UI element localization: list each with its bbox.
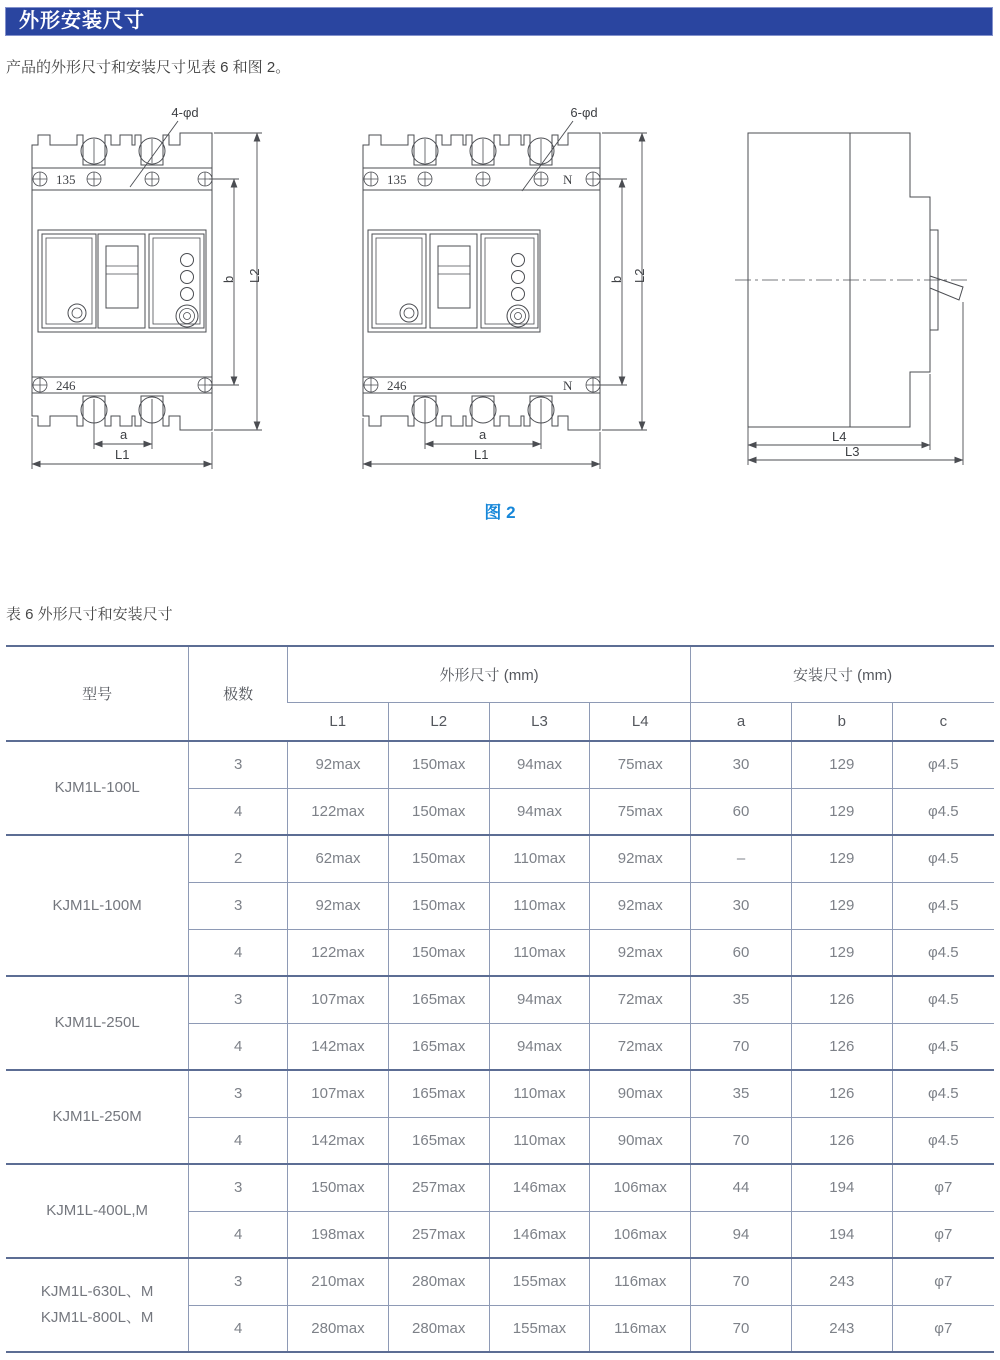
poles-cell: 4 (189, 788, 288, 835)
poles-cell: 3 (189, 1164, 288, 1211)
value-cell: 70 (691, 1117, 792, 1164)
value-cell: 150max (388, 788, 489, 835)
value-cell: 129 (791, 929, 892, 976)
value-cell: 146max (489, 1164, 590, 1211)
poles-cell: 3 (189, 1258, 288, 1305)
value-cell: 150max (388, 741, 489, 788)
value-cell: 70 (691, 1023, 792, 1070)
value-cell: 90max (590, 1070, 691, 1117)
table-row (6, 1070, 994, 1117)
value-cell: 142max (288, 1023, 389, 1070)
value-cell: 92max (590, 929, 691, 976)
value-cell: 107max (288, 976, 389, 1023)
hole-callout-label: 4-φd (171, 105, 199, 120)
value-cell: φ7 (892, 1164, 994, 1211)
dim-l2-label: L2 (632, 268, 647, 283)
col-header-l4: L4 (590, 702, 691, 741)
dim-246-label: 246 (387, 378, 407, 393)
value-cell: 150max (288, 1164, 389, 1211)
value-cell: 210max (288, 1258, 389, 1305)
value-cell: 92max (288, 741, 389, 788)
value-cell: φ4.5 (892, 1023, 994, 1070)
value-cell: 280max (388, 1305, 489, 1352)
col-header-a: a (691, 702, 792, 741)
value-cell: 110max (489, 835, 590, 882)
dimensions-table (6, 645, 994, 1353)
value-cell: 150max (388, 835, 489, 882)
value-cell: 60 (691, 788, 792, 835)
poles-cell: 3 (189, 1070, 288, 1117)
dim-l4-label: L4 (832, 429, 847, 444)
value-cell: 129 (791, 882, 892, 929)
value-cell: 129 (791, 788, 892, 835)
model-cell: KJM1L-250M (6, 1070, 189, 1164)
value-cell: 126 (791, 976, 892, 1023)
col-header-l1: L1 (288, 702, 389, 741)
table-row (6, 1164, 994, 1211)
dim-135-label: 135 (56, 172, 76, 187)
col-header-b: b (791, 702, 892, 741)
value-cell: 146max (489, 1211, 590, 1258)
value-cell: 150max (388, 929, 489, 976)
table-row (6, 1258, 994, 1305)
col-header-c: c (892, 702, 994, 741)
value-cell: φ4.5 (892, 1117, 994, 1164)
value-cell: 116max (590, 1258, 691, 1305)
value-cell: 110max (489, 1070, 590, 1117)
value-cell: 129 (791, 835, 892, 882)
value-cell: 94max (489, 788, 590, 835)
value-cell: 60 (691, 929, 792, 976)
value-cell: 92max (590, 835, 691, 882)
value-cell: 107max (288, 1070, 389, 1117)
value-cell: φ4.5 (892, 976, 994, 1023)
value-cell: 126 (791, 1117, 892, 1164)
model-cell: KJM1L-250L (6, 976, 189, 1070)
value-cell: 165max (388, 976, 489, 1023)
breaker-side-view-drawing (733, 116, 973, 471)
poles-cell: 4 (189, 929, 288, 976)
value-cell: 122max (288, 929, 389, 976)
value-cell: 155max (489, 1305, 590, 1352)
value-cell: 70 (691, 1305, 792, 1352)
value-cell: 92max (288, 882, 389, 929)
value-cell: 142max (288, 1117, 389, 1164)
value-cell: 70 (691, 1258, 792, 1305)
value-cell: φ4.5 (892, 929, 994, 976)
value-cell: 110max (489, 1117, 590, 1164)
value-cell: 122max (288, 788, 389, 835)
value-cell: φ7 (892, 1305, 994, 1352)
breaker-front-3pole-drawing (28, 103, 268, 478)
value-cell: 106max (590, 1164, 691, 1211)
value-cell: φ7 (892, 1211, 994, 1258)
dim-246-label: 246 (56, 378, 76, 393)
value-cell: 62max (288, 835, 389, 882)
value-cell: 165max (388, 1023, 489, 1070)
poles-cell: 4 (189, 1117, 288, 1164)
value-cell: 155max (489, 1258, 590, 1305)
table-row (6, 976, 994, 1023)
col-group-outline: 外形尺寸 (mm) (288, 646, 691, 702)
table-row (6, 741, 994, 788)
dim-135-label: 135 (387, 172, 407, 187)
section-title-bar (5, 7, 993, 36)
value-cell: φ4.5 (892, 835, 994, 882)
col-header-l2: L2 (388, 702, 489, 741)
dim-b-label: b (609, 275, 624, 283)
dim-l3-label: L3 (845, 444, 860, 459)
hole-callout-label: 6-φd (570, 105, 598, 120)
value-cell: 90max (590, 1117, 691, 1164)
table-body (6, 741, 994, 1352)
table-caption: 表 6 外形尺寸和安装尺寸 (6, 606, 173, 623)
poles-cell: 3 (189, 882, 288, 929)
col-header-l3: L3 (489, 702, 590, 741)
dim-a-label: a (479, 427, 487, 442)
value-cell: 165max (388, 1070, 489, 1117)
value-cell: φ4.5 (892, 788, 994, 835)
value-cell: 194 (791, 1211, 892, 1258)
poles-cell: 4 (189, 1023, 288, 1070)
value-cell: 194 (791, 1164, 892, 1211)
value-cell: 94max (489, 741, 590, 788)
value-cell: 75max (590, 741, 691, 788)
poles-cell: 4 (189, 1211, 288, 1258)
value-cell: 94max (489, 1023, 590, 1070)
value-cell: 165max (388, 1117, 489, 1164)
poles-cell: 2 (189, 835, 288, 882)
value-cell: – (691, 835, 792, 882)
dim-l1-label: L1 (115, 447, 130, 462)
dim-l2-label: L2 (247, 268, 262, 283)
poles-cell: 4 (189, 1305, 288, 1352)
value-cell: 198max (288, 1211, 389, 1258)
value-cell: φ4.5 (892, 1070, 994, 1117)
dim-l1-label: L1 (474, 447, 489, 462)
value-cell: 126 (791, 1023, 892, 1070)
value-cell: 94max (489, 976, 590, 1023)
value-cell: 72max (590, 1023, 691, 1070)
value-cell: 75max (590, 788, 691, 835)
value-cell: 30 (691, 882, 792, 929)
value-cell: 106max (590, 1211, 691, 1258)
value-cell: 72max (590, 976, 691, 1023)
value-cell: 44 (691, 1164, 792, 1211)
value-cell: φ7 (892, 1258, 994, 1305)
value-cell: 110max (489, 882, 590, 929)
poles-cell: 3 (189, 976, 288, 1023)
n-pole-label: N (563, 172, 573, 187)
value-cell: 94 (691, 1211, 792, 1258)
value-cell: 243 (791, 1305, 892, 1352)
value-cell: 35 (691, 976, 792, 1023)
intro-text: 产品的外形尺寸和安装尺寸见表 6 和图 2。 (6, 59, 291, 76)
value-cell: 280max (288, 1305, 389, 1352)
value-cell: 129 (791, 741, 892, 788)
model-cell: KJM1L-100L (6, 741, 189, 835)
value-cell: 150max (388, 882, 489, 929)
value-cell: 257max (388, 1211, 489, 1258)
value-cell: φ4.5 (892, 741, 994, 788)
col-group-mounting: 安装尺寸 (mm) (691, 646, 994, 702)
poles-cell: 3 (189, 741, 288, 788)
value-cell: 243 (791, 1258, 892, 1305)
section-title: 外形安装尺寸 (19, 10, 145, 32)
table-row (6, 835, 994, 882)
n-pole-label: N (563, 378, 573, 393)
col-header-model: 型号 (6, 646, 189, 741)
value-cell: φ4.5 (892, 882, 994, 929)
model-cell: KJM1L-630L、M KJM1L-800L、M (6, 1258, 189, 1352)
breaker-front-4pole-drawing (358, 103, 658, 478)
value-cell: 126 (791, 1070, 892, 1117)
figure-caption: 图 2 (484, 503, 516, 522)
value-cell: 30 (691, 741, 792, 788)
value-cell: 35 (691, 1070, 792, 1117)
dim-a-label: a (120, 427, 128, 442)
figure-2-drawings (0, 100, 1000, 500)
value-cell: 116max (590, 1305, 691, 1352)
dim-b-label: b (221, 275, 236, 283)
dimensions-table-wrap (6, 645, 994, 1353)
value-cell: 257max (388, 1164, 489, 1211)
col-header-poles: 极数 (189, 646, 288, 741)
value-cell: 92max (590, 882, 691, 929)
value-cell: 280max (388, 1258, 489, 1305)
model-cell: KJM1L-400L,M (6, 1164, 189, 1258)
model-cell: KJM1L-100M (6, 835, 189, 976)
value-cell: 110max (489, 929, 590, 976)
